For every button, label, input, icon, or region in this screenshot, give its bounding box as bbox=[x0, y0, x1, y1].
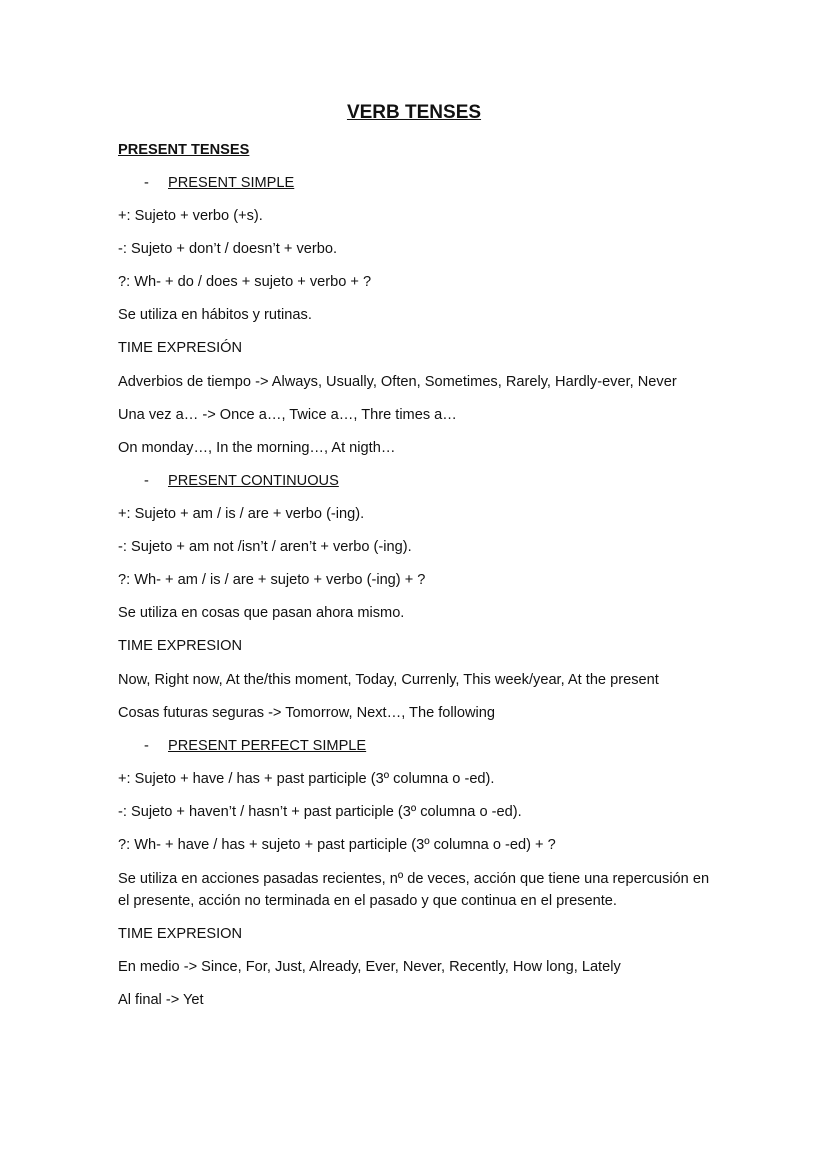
present-continuous-usage: Se utiliza en cosas que pasan ahora mismo. bbox=[118, 605, 405, 621]
present-perfect-time-line: En medio -> Since, For, Just, Already, Ever, Never, Recently, How long, Lately bbox=[118, 959, 621, 975]
present-simple-usage: Se utiliza en hábitos y rutinas. bbox=[118, 307, 312, 323]
bullet-dash: - bbox=[144, 738, 149, 754]
subheading-present-continuous bbox=[144, 470, 339, 492]
present-perfect-negative: -: Sujeto + haven’t / hasn’t + past participle (3º columna o -ed). bbox=[118, 804, 522, 820]
present-continuous-time-line: Now, Right now, At the/this moment, Today, Currenly, This week/year, At the present bbox=[118, 672, 659, 688]
present-simple-time-line: Una vez a… -> Once a…, Twice a…, Thre times a… bbox=[118, 407, 457, 423]
present-simple-time-label: TIME EXPRESIÓN bbox=[118, 340, 243, 356]
section-heading-present-tenses: PRESENT TENSES bbox=[118, 142, 250, 158]
present-perfect-usage: Se utiliza en acciones pasadas recientes, nº de veces, acción que tiene una repercusión en el presente, acción no terminada en el pasado y que continua en el presente. bbox=[118, 871, 710, 909]
subheading-present-perfect-simple bbox=[144, 735, 366, 757]
present-perfect-time-line: Al final -> Yet bbox=[118, 992, 204, 1008]
subheading-label: PRESENT SIMPLE bbox=[168, 175, 295, 191]
present-perfect-affirmative: +: Sujeto + have / has + past participle (3º columna o -ed). bbox=[118, 771, 495, 787]
bullet-dash: - bbox=[144, 473, 149, 489]
bullet-dash: - bbox=[144, 175, 149, 191]
present-simple-negative: -: Sujeto + don’t / doesn’t + verbo. bbox=[118, 241, 338, 257]
present-continuous-affirmative: +: Sujeto + am / is / are + verbo (-ing). bbox=[118, 506, 365, 522]
present-simple-affirmative: +: Sujeto + verbo (+s). bbox=[118, 208, 263, 224]
present-simple-question: ?: Wh- + do / does + sujeto + verbo + ? bbox=[118, 274, 372, 290]
subheading-label: PRESENT CONTINUOUS bbox=[168, 473, 339, 489]
present-simple-time-line: On monday…, In the morning…, At nigth… bbox=[118, 440, 396, 456]
present-perfect-question: ?: Wh- + have / has + sujeto + past participle (3º columna o -ed) + ? bbox=[118, 837, 556, 853]
present-continuous-time-label: TIME EXPRESION bbox=[118, 638, 243, 654]
present-continuous-negative: -: Sujeto + am not /isn’t / aren’t + verbo (-ing). bbox=[118, 539, 412, 555]
subheading-label: PRESENT PERFECT SIMPLE bbox=[168, 738, 367, 754]
present-perfect-time-label: TIME EXPRESION bbox=[118, 926, 243, 942]
present-continuous-time-line: Cosas futuras seguras -> Tomorrow, Next…, The following bbox=[118, 705, 496, 721]
page-title: VERB TENSES bbox=[346, 102, 482, 123]
present-simple-time-line: Adverbios de tiempo -> Always, Usually, Often, Sometimes, Rarely, Hardly-ever, Never bbox=[118, 374, 677, 390]
subheading-present-simple bbox=[144, 172, 294, 194]
present-continuous-question: ?: Wh- + am / is / are + sujeto + verbo (-ing) + ? bbox=[118, 572, 426, 588]
